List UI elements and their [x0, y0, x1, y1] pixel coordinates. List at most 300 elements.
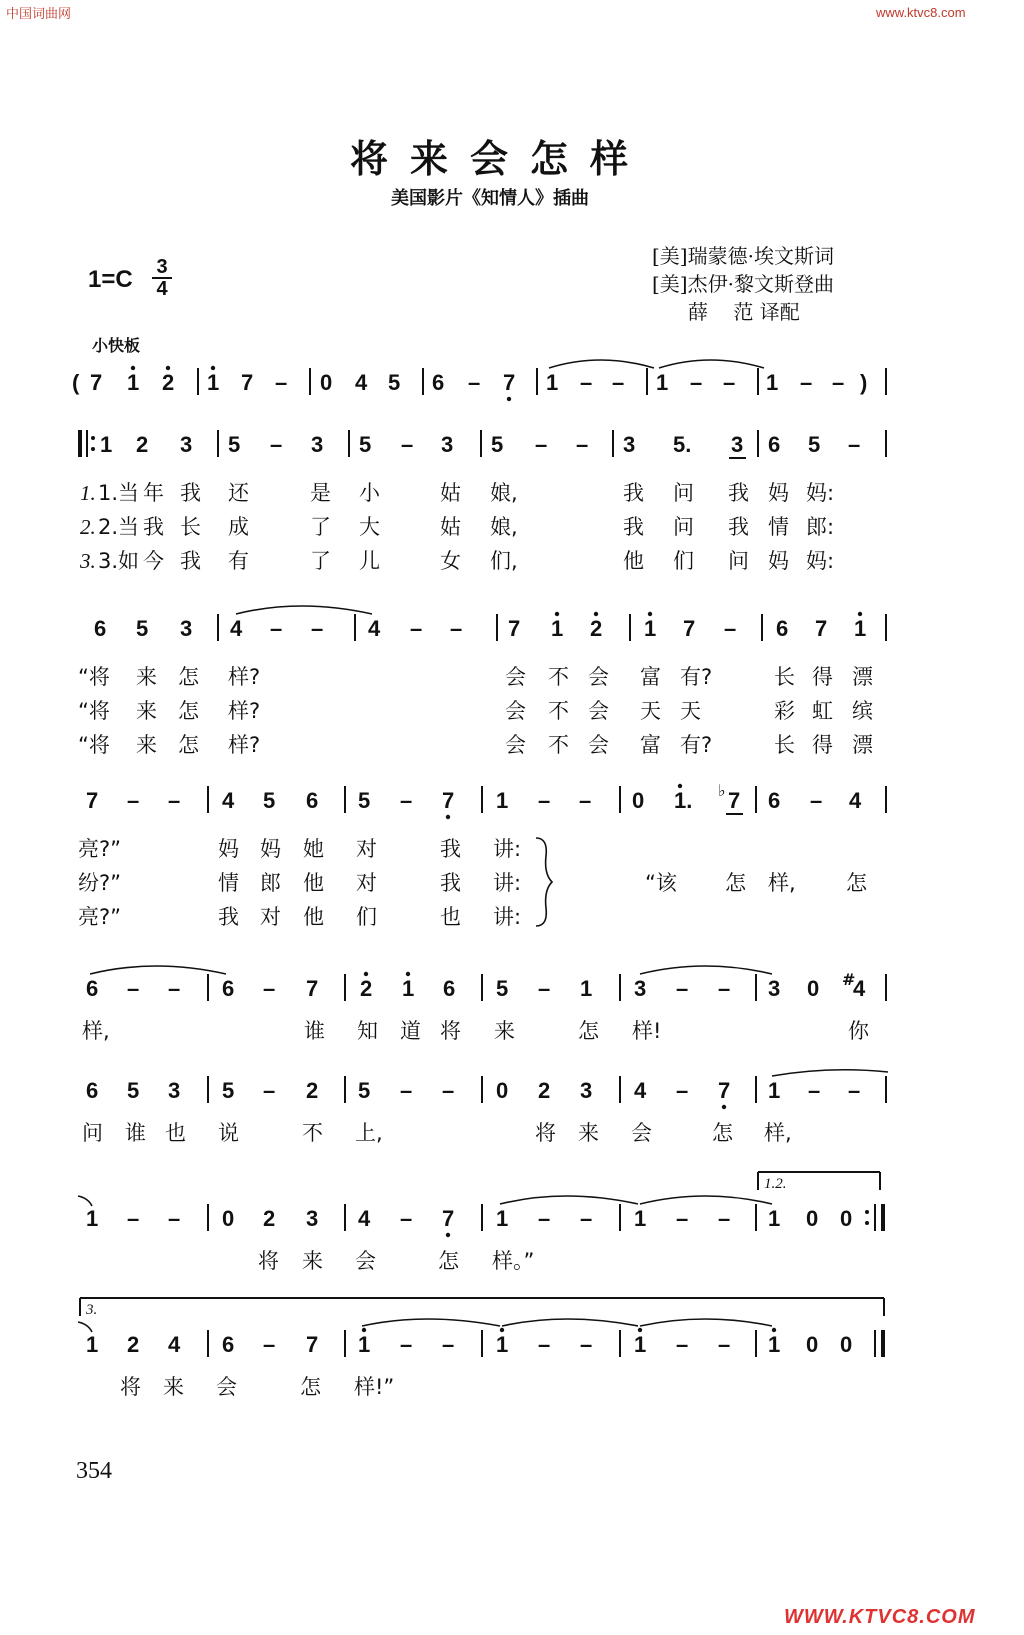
svg-text:对: 对 — [356, 837, 377, 861]
svg-text:妈: 妈 — [768, 481, 789, 505]
svg-text:6: 6 — [86, 976, 99, 1001]
svg-text:儿: 儿 — [359, 549, 380, 573]
svg-text:不: 不 — [302, 1121, 323, 1145]
svg-text:怎: 怎 — [300, 1375, 321, 1399]
svg-text:–: – — [263, 976, 276, 1001]
svg-text:天: 天 — [640, 699, 661, 723]
svg-text:5: 5 — [136, 616, 149, 641]
svg-text:–: – — [311, 616, 324, 641]
svg-text:3: 3 — [306, 1206, 319, 1231]
svg-text:1: 1 — [496, 788, 509, 813]
svg-text:长: 长 — [180, 515, 201, 539]
svg-text:们: 们 — [356, 905, 377, 929]
svg-text:1.: 1. — [674, 788, 693, 813]
svg-text:将: 将 — [120, 1375, 141, 1399]
svg-text:长: 长 — [774, 733, 795, 757]
svg-text:我: 我 — [728, 515, 749, 539]
svg-text:我: 我 — [180, 481, 201, 505]
svg-text:他: 他 — [623, 549, 644, 573]
svg-text:4: 4 — [230, 616, 243, 641]
svg-text:1: 1 — [207, 370, 220, 395]
svg-text:6: 6 — [768, 432, 781, 457]
svg-text:7: 7 — [241, 370, 254, 395]
svg-text:–: – — [468, 370, 481, 395]
svg-text:会: 会 — [505, 665, 526, 689]
svg-text:1.: 1. — [80, 481, 96, 505]
svg-text:会: 会 — [505, 699, 526, 723]
svg-text:1: 1 — [768, 1078, 781, 1103]
svg-text:年: 年 — [143, 481, 164, 505]
svg-text:7: 7 — [503, 370, 516, 395]
svg-text:–: – — [400, 1206, 413, 1231]
svg-text:6: 6 — [768, 788, 781, 813]
svg-text:–: – — [270, 616, 283, 641]
svg-text:4: 4 — [368, 616, 381, 641]
svg-text:–: – — [442, 1078, 455, 1103]
svg-text:–: – — [580, 1206, 593, 1231]
svg-text:大: 大 — [359, 515, 380, 539]
svg-text:–: – — [810, 788, 823, 813]
svg-text:1.2.: 1.2. — [764, 1176, 787, 1192]
svg-text:来: 来 — [136, 733, 157, 757]
svg-text:4: 4 — [222, 788, 235, 813]
svg-text:会: 会 — [588, 665, 609, 689]
svg-text:不: 不 — [548, 665, 569, 689]
row6-notes — [78, 1172, 883, 1237]
svg-text:“该: “该 — [645, 871, 677, 895]
svg-text:3: 3 — [168, 1078, 181, 1103]
svg-text:1: 1 — [656, 370, 669, 395]
svg-text:5: 5 — [228, 432, 241, 457]
svg-text:–: – — [401, 432, 414, 457]
svg-text:1: 1 — [402, 976, 415, 1001]
intro-row — [72, 360, 886, 401]
svg-text:妈: 妈 — [260, 837, 281, 861]
svg-text:了: 了 — [310, 549, 331, 573]
svg-text:“将: “将 — [78, 733, 110, 757]
svg-text:妈:: 妈: — [806, 481, 835, 505]
svg-text:样。”: 样。” — [492, 1249, 535, 1273]
svg-text:2: 2 — [162, 370, 175, 395]
svg-text:了: 了 — [310, 515, 331, 539]
svg-text:会: 会 — [588, 699, 609, 723]
svg-text:3: 3 — [768, 976, 781, 1001]
svg-text:7: 7 — [508, 616, 521, 641]
svg-text:讲:: 讲: — [493, 905, 522, 929]
svg-text:–: – — [538, 1206, 551, 1231]
svg-text:知: 知 — [357, 1019, 378, 1043]
svg-text:4: 4 — [849, 788, 862, 813]
row2-notes — [94, 606, 886, 641]
svg-text:3: 3 — [311, 432, 324, 457]
svg-text:3: 3 — [180, 432, 193, 457]
svg-text:样?: 样? — [228, 665, 261, 689]
svg-text:7: 7 — [306, 1332, 319, 1357]
svg-text:他: 他 — [303, 905, 324, 929]
svg-text:–: – — [263, 1332, 276, 1357]
svg-text:情: 情 — [218, 871, 239, 895]
svg-text:3: 3 — [580, 1078, 593, 1103]
svg-text:–: – — [168, 1206, 181, 1231]
svg-text:说: 说 — [218, 1121, 239, 1145]
svg-text:1: 1 — [768, 1332, 781, 1357]
svg-text:我: 我 — [218, 905, 239, 929]
svg-text:0: 0 — [320, 370, 333, 395]
svg-text:1: 1 — [768, 1206, 781, 1231]
svg-text:娘,: 娘, — [490, 481, 518, 505]
svg-text:7: 7 — [90, 370, 103, 395]
svg-text:长: 长 — [774, 665, 795, 689]
svg-text:0: 0 — [840, 1206, 853, 1231]
svg-text:4: 4 — [634, 1078, 647, 1103]
svg-text:6: 6 — [222, 976, 235, 1001]
tempo-marking: 小快板 — [92, 336, 141, 355]
svg-text:#: # — [842, 970, 856, 989]
svg-text:5: 5 — [358, 788, 371, 813]
svg-text:–: – — [127, 788, 140, 813]
svg-text:我: 我 — [440, 871, 461, 895]
svg-text:6: 6 — [86, 1078, 99, 1103]
svg-text:–: – — [676, 1332, 689, 1357]
svg-text:亮?”: 亮?” — [78, 905, 122, 929]
svg-text:3.: 3. — [80, 549, 96, 573]
svg-text:样?: 样? — [228, 699, 261, 723]
row5-notes — [86, 1070, 888, 1109]
svg-text:–: – — [800, 370, 813, 395]
svg-text:–: – — [580, 1332, 593, 1357]
svg-text:–: – — [263, 1078, 276, 1103]
svg-text:5: 5 — [496, 976, 509, 1001]
svg-text:7: 7 — [306, 976, 319, 1001]
svg-text:会: 会 — [631, 1121, 652, 1145]
svg-text:得: 得 — [812, 733, 833, 757]
svg-text:1: 1 — [634, 1332, 647, 1357]
svg-text:–: – — [410, 616, 423, 641]
svg-text:2: 2 — [263, 1206, 276, 1231]
svg-text:我: 我 — [440, 837, 461, 861]
svg-text:5: 5 — [491, 432, 504, 457]
svg-text:1: 1 — [127, 370, 140, 395]
svg-text:♭: ♭ — [718, 781, 726, 800]
svg-text:0: 0 — [222, 1206, 235, 1231]
svg-text:将: 将 — [440, 1019, 461, 1043]
svg-text:问: 问 — [728, 549, 749, 573]
svg-text:1: 1 — [86, 1332, 99, 1357]
svg-text:将: 将 — [535, 1121, 556, 1145]
svg-text:3.如: 3.如 — [98, 549, 140, 573]
svg-text:–: – — [127, 976, 140, 1001]
svg-text:5: 5 — [358, 1078, 371, 1103]
svg-text:2: 2 — [127, 1332, 140, 1357]
svg-text:会: 会 — [588, 733, 609, 757]
svg-text:1: 1 — [766, 370, 779, 395]
svg-text:7: 7 — [718, 1078, 731, 1103]
svg-text:–: – — [450, 616, 463, 641]
song-title: 将来会怎样 — [349, 136, 650, 181]
svg-text:–: – — [579, 788, 592, 813]
row4-notes — [86, 966, 886, 1001]
svg-text:7: 7 — [728, 788, 741, 813]
svg-text:妈:: 妈: — [806, 549, 835, 573]
svg-text:怎: 怎 — [725, 871, 746, 895]
svg-text:3.: 3. — [86, 1302, 98, 1318]
svg-text:4: 4 — [168, 1332, 181, 1357]
svg-text:怎: 怎 — [438, 1249, 459, 1273]
svg-text:样!”: 样!” — [354, 1375, 395, 1399]
svg-text:4: 4 — [358, 1206, 371, 1231]
svg-text:–: – — [400, 1078, 413, 1103]
svg-text:2.当: 2.当 — [98, 515, 140, 539]
svg-text:–: – — [400, 788, 413, 813]
svg-text:5: 5 — [359, 432, 372, 457]
svg-text:1: 1 — [854, 616, 867, 641]
svg-text:1: 1 — [580, 976, 593, 1001]
svg-text:0: 0 — [806, 1206, 819, 1231]
svg-text:–: – — [848, 1078, 861, 1103]
svg-text:上,: 上, — [355, 1121, 383, 1145]
svg-text:也: 也 — [165, 1121, 186, 1145]
svg-text:问: 问 — [82, 1121, 103, 1145]
svg-text:姑: 姑 — [440, 481, 461, 505]
svg-text:来: 来 — [136, 699, 157, 723]
svg-text:–: – — [538, 976, 551, 1001]
svg-text:–: – — [676, 976, 689, 1001]
time-denominator: 4 — [156, 278, 168, 300]
svg-text:1: 1 — [546, 370, 559, 395]
svg-text:5: 5 — [808, 432, 821, 457]
svg-text:对: 对 — [260, 905, 281, 929]
svg-text:样?: 样? — [228, 733, 261, 757]
svg-text:“将: “将 — [78, 699, 110, 723]
svg-text:1: 1 — [496, 1206, 509, 1231]
svg-text:–: – — [718, 1206, 731, 1231]
svg-text:问: 问 — [673, 481, 694, 505]
svg-text:漂: 漂 — [852, 733, 873, 757]
svg-text:2: 2 — [306, 1078, 319, 1103]
svg-text:们,: 们, — [490, 549, 518, 573]
page-number: 354 — [76, 1458, 112, 1484]
svg-text:1: 1 — [644, 616, 657, 641]
svg-text:–: – — [168, 976, 181, 1001]
svg-text:天: 天 — [680, 699, 701, 723]
svg-text:怎: 怎 — [712, 1121, 733, 1145]
svg-text:2.: 2. — [80, 515, 96, 539]
svg-text:我: 我 — [623, 515, 644, 539]
svg-text:情: 情 — [768, 515, 789, 539]
svg-text:1: 1 — [358, 1332, 371, 1357]
svg-text:缤: 缤 — [852, 699, 873, 723]
svg-text:–: – — [168, 788, 181, 813]
svg-text:0: 0 — [840, 1332, 853, 1357]
svg-text:6: 6 — [776, 616, 789, 641]
svg-text:你: 你 — [848, 1019, 869, 1043]
svg-text:6: 6 — [222, 1332, 235, 1357]
svg-text:郎: 郎 — [260, 871, 281, 895]
svg-text:对: 对 — [356, 871, 377, 895]
svg-text:样,: 样, — [764, 1121, 792, 1145]
svg-text:–: – — [676, 1078, 689, 1103]
svg-text:我: 我 — [728, 481, 749, 505]
svg-text:7: 7 — [86, 788, 99, 813]
svg-text:怎: 怎 — [178, 699, 199, 723]
svg-text:(: ( — [72, 370, 80, 395]
svg-text:“将: “将 — [78, 665, 110, 689]
svg-text:他: 他 — [303, 871, 324, 895]
svg-text:富: 富 — [640, 665, 661, 689]
watermark-right: www.ktvc8.com — [876, 5, 966, 20]
svg-text:–: – — [724, 616, 737, 641]
svg-text:1: 1 — [100, 432, 113, 457]
svg-text:–: – — [808, 1078, 821, 1103]
svg-text:0: 0 — [806, 1332, 819, 1357]
svg-text:成: 成 — [228, 515, 249, 539]
row1-lyrics — [79, 481, 834, 573]
svg-text:3: 3 — [623, 432, 636, 457]
svg-text:我: 我 — [143, 515, 164, 539]
svg-text:彩: 彩 — [774, 699, 795, 723]
svg-text:–: – — [400, 1332, 413, 1357]
svg-text:亮?”: 亮?” — [78, 837, 122, 861]
svg-text:1.当: 1.当 — [98, 481, 140, 505]
svg-text:5: 5 — [388, 370, 401, 395]
svg-text:6: 6 — [306, 788, 319, 813]
svg-text:来: 来 — [494, 1019, 515, 1043]
row3-lyrics — [78, 837, 868, 929]
svg-text:不: 不 — [548, 699, 569, 723]
svg-text:是: 是 — [310, 481, 331, 505]
svg-text:–: – — [580, 370, 593, 395]
svg-text:5.: 5. — [673, 432, 692, 457]
svg-text:6: 6 — [94, 616, 107, 641]
svg-text:7: 7 — [815, 616, 828, 641]
svg-text:有?: 有? — [680, 665, 713, 689]
svg-text:–: – — [538, 788, 551, 813]
svg-text:2: 2 — [538, 1078, 551, 1103]
svg-text:讲:: 讲: — [493, 871, 522, 895]
row3-notes — [86, 781, 886, 819]
row4-lyrics — [82, 1019, 870, 1043]
key-signature: 1=C — [88, 266, 133, 293]
svg-text:我: 我 — [623, 481, 644, 505]
svg-text:3: 3 — [180, 616, 193, 641]
svg-text:0: 0 — [632, 788, 645, 813]
svg-text:妈: 妈 — [768, 549, 789, 573]
svg-text:小: 小 — [359, 481, 380, 505]
svg-text:来: 来 — [302, 1249, 323, 1273]
svg-text:来: 来 — [163, 1375, 184, 1399]
svg-text:女: 女 — [440, 549, 461, 573]
svg-text:们: 们 — [673, 549, 694, 573]
svg-text:–: – — [718, 976, 731, 1001]
svg-text:–: – — [538, 1332, 551, 1357]
svg-text:–: – — [127, 1206, 140, 1231]
watermark-left: 中国词曲网 — [6, 6, 72, 21]
svg-text:–: – — [718, 1332, 731, 1357]
svg-text:4: 4 — [853, 976, 866, 1001]
svg-text:4: 4 — [355, 370, 368, 395]
svg-text:谁: 谁 — [125, 1121, 146, 1145]
svg-text:怎: 怎 — [178, 665, 199, 689]
svg-text:会: 会 — [216, 1375, 237, 1399]
svg-text:7: 7 — [442, 788, 455, 813]
svg-text:来: 来 — [578, 1121, 599, 1145]
svg-text:漂: 漂 — [852, 665, 873, 689]
svg-text:姑: 姑 — [440, 515, 461, 539]
svg-text:将: 将 — [258, 1249, 279, 1273]
svg-text:怎: 怎 — [178, 733, 199, 757]
svg-text:0: 0 — [496, 1078, 509, 1103]
svg-text:郎:: 郎: — [806, 515, 835, 539]
svg-text:纷?”: 纷?” — [78, 871, 122, 895]
svg-text:0: 0 — [807, 976, 820, 1001]
svg-text:1: 1 — [86, 1206, 99, 1231]
svg-text:–: – — [275, 370, 288, 395]
svg-text:有: 有 — [228, 549, 249, 573]
svg-text:虹: 虹 — [812, 699, 833, 723]
svg-text:–: – — [535, 432, 548, 457]
row6-lyrics — [258, 1249, 534, 1273]
svg-text:6: 6 — [432, 370, 445, 395]
svg-text:妈: 妈 — [218, 837, 239, 861]
svg-text:我: 我 — [180, 549, 201, 573]
svg-text:1: 1 — [496, 1332, 509, 1357]
svg-text:–: – — [270, 432, 283, 457]
svg-text:–: – — [612, 370, 625, 395]
svg-text:样,: 样, — [82, 1019, 110, 1043]
svg-text:讲:: 讲: — [493, 837, 522, 861]
svg-text:今: 今 — [143, 549, 164, 573]
svg-text:2: 2 — [136, 432, 149, 457]
svg-text:她: 她 — [303, 837, 324, 861]
svg-text:会: 会 — [355, 1249, 376, 1273]
svg-text:也: 也 — [440, 905, 461, 929]
svg-text:6: 6 — [443, 976, 456, 1001]
svg-text:5: 5 — [222, 1078, 235, 1103]
svg-text:不: 不 — [548, 733, 569, 757]
svg-text:–: – — [442, 1332, 455, 1357]
svg-text:–: – — [676, 1206, 689, 1231]
svg-text:3: 3 — [731, 432, 744, 457]
song-subtitle: 美国影片《知情人》插曲 — [391, 188, 589, 209]
time-numerator: 3 — [156, 256, 168, 278]
svg-text:娘,: 娘, — [490, 515, 518, 539]
svg-text:3: 3 — [634, 976, 647, 1001]
watermark-bottom: WWW.KTVC8.COM — [784, 1606, 976, 1628]
svg-text:谁: 谁 — [304, 1019, 325, 1043]
svg-text:–: – — [690, 370, 703, 395]
row2-lyrics — [78, 665, 873, 757]
svg-text:): ) — [860, 370, 868, 395]
credit-lyricist: [美]瑞蒙德·埃文斯词 — [652, 244, 834, 268]
svg-text:来: 来 — [136, 665, 157, 689]
svg-text:怎: 怎 — [846, 871, 867, 895]
row7-notes — [78, 1298, 884, 1357]
svg-text:有?: 有? — [680, 733, 713, 757]
svg-text:会: 会 — [505, 733, 526, 757]
svg-text:问: 问 — [673, 515, 694, 539]
row1-notes — [80, 430, 886, 458]
svg-text:1: 1 — [551, 616, 564, 641]
svg-text:1: 1 — [634, 1206, 647, 1231]
svg-text:富: 富 — [640, 733, 661, 757]
svg-text:–: – — [723, 370, 736, 395]
svg-text:得: 得 — [812, 665, 833, 689]
svg-text:–: – — [832, 370, 845, 395]
svg-text:道: 道 — [400, 1019, 421, 1043]
svg-text:–: – — [848, 432, 861, 457]
credit-composer: [美]杰伊·黎文斯登曲 — [652, 272, 834, 296]
svg-text:样!: 样! — [632, 1019, 662, 1043]
